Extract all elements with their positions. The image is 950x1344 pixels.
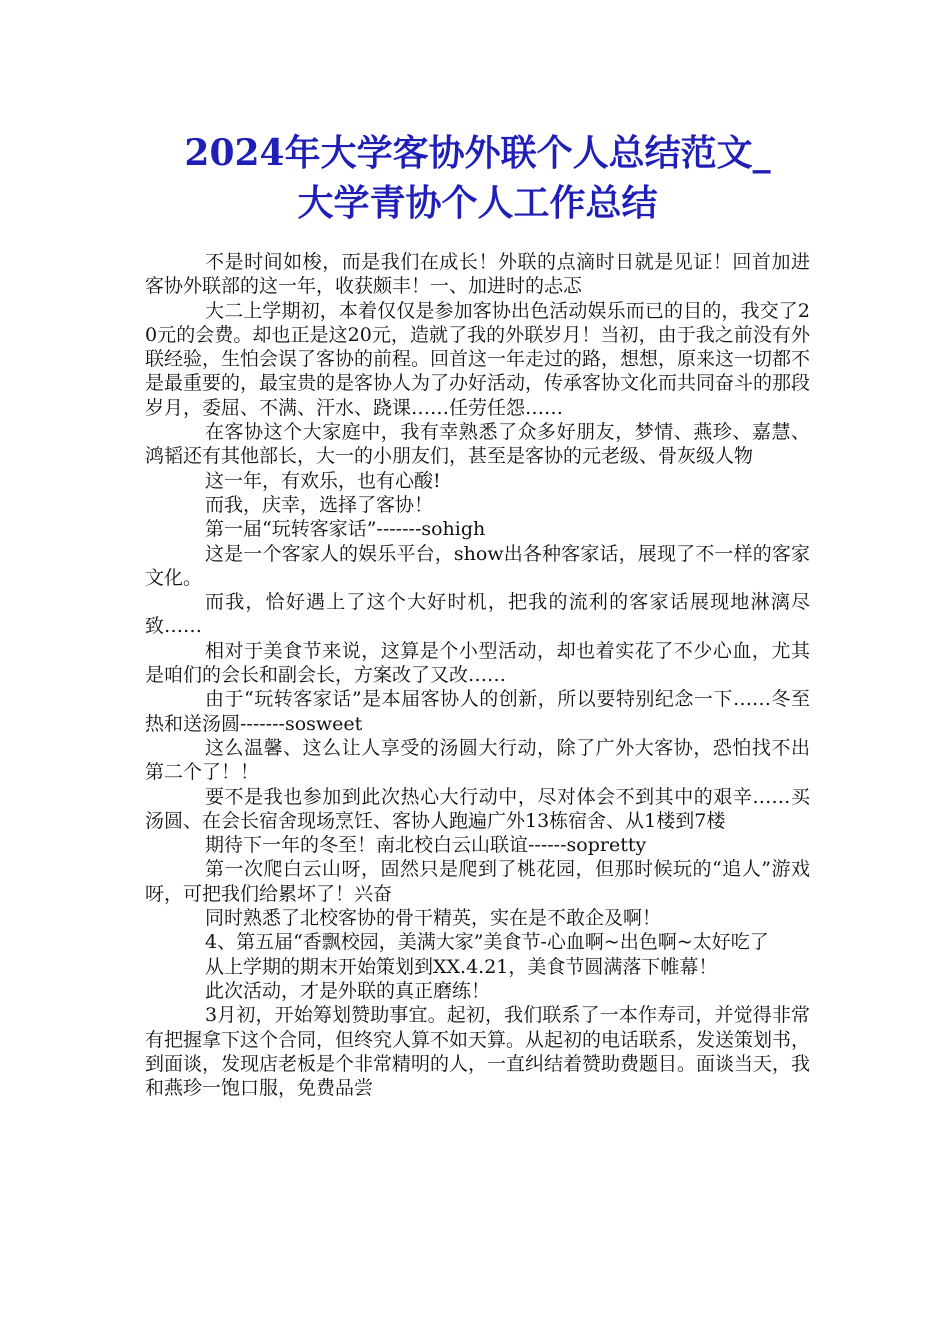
paragraph: 同时熟悉了北校客协的骨干精英，实在是不敢企及啊！: [205, 907, 662, 930]
paragraph: 3月初，开始筹划赞助事宜。起初，我们联系了一本作寿司，并觉得非常有把握拿下这个合同，但终究人算不如天算。从起初的电话联系，发送策划书，到面谈，发现店老板是个非常精明的人，一直纠结着赞助费题目。面谈当天，我和燕珍一饱口服，免费品尝: [145, 1004, 811, 1100]
paragraph: 4、第五届“香飘校园，美满大家”美食节-心血啊~出色啊~太好吃了: [205, 931, 769, 954]
paragraph: 这么温馨、这么让人享受的汤圆大行动，除了广外大客协，恐怕找不出第二个了！！: [145, 736, 810, 784]
title-line-2: 大学青协个人工作总结: [297, 182, 658, 224]
paragraph: 在客协这个大家庭中，我有幸熟悉了众多好朋友，梦情、燕珍、嘉慧、鸿韬还有其他部长，大一的小朋友们，甚至是客协的元老级、骨灰级人物: [145, 421, 810, 468]
paragraph: 要不是我也参加到此次热心大行动中，尽对体会不到其中的艰辛……买汤圆、在会长宿舍现场烹饪、客协人跑遍广外13栋宿舍、从1楼到7楼: [145, 785, 810, 832]
paragraph: 而我，庆幸，选择了客协！: [205, 493, 434, 516]
document-page: [145, 128, 810, 1100]
paragraph: 由于“玩转客家话”是本届客协人的创新，所以要特别纪念一下……冬至热和送汤圆-------sosweet: [145, 688, 810, 735]
paragraph: 从上学期的期末开始策划到XX.4.21，美食节圆满落下帷幕！: [205, 955, 718, 978]
title-line-1: 2024年大学客协外联个人总结范文_: [184, 132, 771, 174]
document-title: [145, 128, 810, 228]
paragraph: 大二上学期初，本着仅仅是参加客协出色活动娱乐而已的目的，我交了20元的会费。却也正是这20元，造就了我的外联岁月！当初，由于我之前没有外联经验，生怕会误了客协的前程。回首这一年走过的路，想想，原来这一切都不是最重要的，最宝贵的是客协人为了办好活动，传承客协文化而共同奋斗的那段岁月，委屈、不满、汗水、跷课……任劳任怨……: [145, 299, 811, 419]
paragraph: 第一届“玩转客家话”-------sohigh: [205, 518, 486, 541]
paragraph: 而我，恰好遇上了这个大好时机，把我的流利的客家话展现地淋漓尽致……: [145, 591, 810, 638]
paragraph: 此次活动，才是外联的真正磨练！: [205, 979, 491, 1002]
paragraph: 不是时间如梭，而是我们在成长！外联的点滴时日就是见证！回首加进客协外联部的这一年，收获颇丰！一、加进时的忐忑: [145, 251, 810, 298]
paragraph: 这一年，有欢乐，也有心酸!: [205, 469, 441, 492]
document-body: [145, 250, 810, 1100]
paragraph: 这是一个客家人的娱乐平台，show出各种客家话，展现了不一样的客家文化。: [145, 542, 810, 589]
paragraph: 第一次爬白云山呀，固然只是爬到了桃花园，但那时候玩的“追人”游戏呀，可把我们给累坏了！兴奋: [145, 858, 810, 905]
paragraph: 相对于美食节来说，这算是个小型活动，却也着实花了不少心血，尤其是咱们的会长和副会长，方案改了又改……: [145, 639, 810, 687]
paragraph: 期待下一年的冬至！南北校白云山联谊------sopretty: [205, 834, 647, 857]
